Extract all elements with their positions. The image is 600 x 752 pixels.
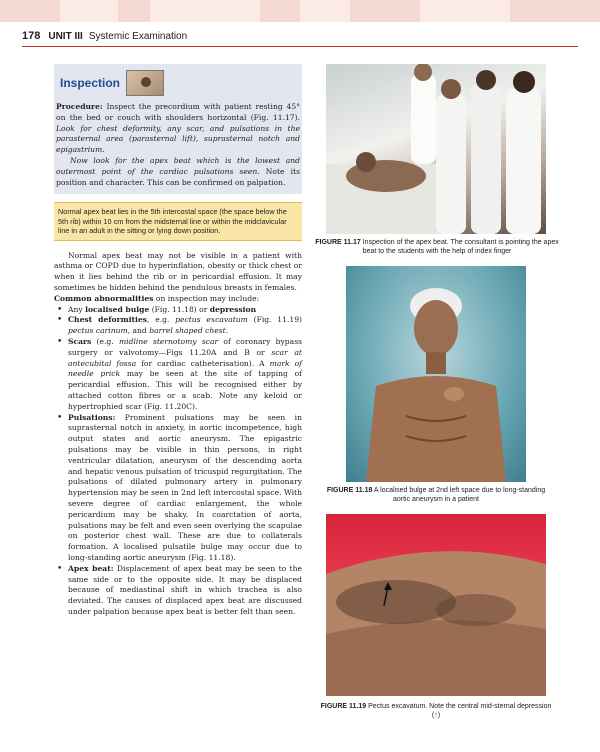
procedure-paragraph xyxy=(56,102,300,156)
figure-11-17-illustration xyxy=(326,64,546,234)
header-rule xyxy=(22,46,578,47)
figure-11-18-label: FIGURE 11.18 xyxy=(326,487,373,494)
bulge-c: (Fig. 11.18) or xyxy=(149,304,210,314)
procedure-label: Procedure: xyxy=(56,102,103,111)
pulsations-c: Prominent pulsations may be seen in suprasternal notch in anxiety, in aortic incompetence, high output states and aortic aneurysm. The epigastric pulsations may be visible in thin persons, in right ventricular dilatation, aneurysm of the descending aorta and hepatic venous pulsation of tricuspid regurgitation. The pulsations of dilated pulmonary artery in pulmonary hypertension may be seen in 2nd left intercostal space. With severe degree of cardiac enlargement, the whole pericardium may be shaky. In coarctation of aorta, pulsations may be felt and even seen overlying the scapulae on posterior chest wall. These are due to collaterals formation. A localised pulsatile bulge may occur due to long-standing aortic aneurysm (Fig. 11.18). xyxy=(68,412,302,562)
scars-e: for cardiac catheterisation). A xyxy=(136,358,270,368)
top-color-band xyxy=(0,0,600,22)
figure-11-19-text: Pectus excavatum. Note the central mid-sternal depression (↑) xyxy=(366,703,552,719)
figure-11-18-text: A localised bulge at 2nd left space due to long-standing aortic aneurysm in a patient xyxy=(372,487,546,503)
apex-c: Displacement of apex beat may be seen to the same side or to the opposite side. It may be displaced because of mediastinal shift in which trachea is also deviated. The causes of displaced apex beat are discussed under palpation because apex beat is better felt than seen. xyxy=(68,563,302,616)
abnormalities-heading-bold: Common abnormalities xyxy=(54,293,154,303)
normal-apex-note: Normal apex beat lies in the 5th intercostal space (the space below the 5th rib) within 10 cm from the midsternal line or within the midclavicular line in an adult in the sitting or lying down position. xyxy=(54,202,302,240)
apex-italic: Now look for the apex beat which is the lowest and outermost point of the cardiac pulsations seen. xyxy=(56,155,300,176)
band-block xyxy=(150,0,260,22)
apex-b: Apex beat: xyxy=(68,563,114,573)
list-item xyxy=(54,337,302,413)
figure-11-19-illustration xyxy=(326,514,546,696)
figure-11-18-photo xyxy=(346,266,526,482)
deform-d: (Fig. 11.19) xyxy=(247,315,302,325)
scars-i1: midline sternotomy scar xyxy=(118,336,219,346)
normal-apex-paragraph: Normal apex beat may not be visible in a patient with asthma or COPD due to hyperinflation, obesity or thick chest or when it lies behind the rib or in pericardial effusion. It may sometimes be hidden behind the pendulous breasts in females. xyxy=(54,250,302,292)
inspection-heading xyxy=(54,68,302,98)
deform-e: , and xyxy=(127,326,150,336)
bulge-b: localised bulge xyxy=(85,304,150,314)
scars-b: Scars xyxy=(68,336,92,346)
band-block xyxy=(300,0,350,22)
section-title: Systemic Examination xyxy=(88,31,188,42)
figure-11-19-label: FIGURE 11.19 xyxy=(320,703,367,710)
apex-paragraph xyxy=(56,156,300,188)
deform-i2: pectus carinum xyxy=(68,326,128,336)
abnormalities-list xyxy=(54,305,302,618)
pulsations-b: Pulsations: xyxy=(68,412,116,422)
figure-11-18-illustration xyxy=(346,266,526,482)
scars-d: of coronary bypass surgery or valvotomy—Figs 11.20A and B or xyxy=(68,336,302,357)
abnormalities-heading-rest: on inspection may include: xyxy=(153,293,260,303)
scars-f: may be seen at the site of tapping of pericardial effusion. This will be recognised either by attached cotton fibres or a scab. Note any keloid or hypertrophied scar (Fig. 11.20C). xyxy=(68,369,302,411)
running-header xyxy=(22,30,578,46)
figure-11-17-caption xyxy=(312,238,562,256)
list-item xyxy=(54,564,302,618)
band-block xyxy=(420,0,510,22)
deform-f: . xyxy=(225,326,229,336)
scars-i2: scar at antecubital fossa xyxy=(68,347,302,368)
deform-c: , e.g. xyxy=(147,315,176,325)
list-item xyxy=(54,305,302,316)
figure-11-19-photo xyxy=(326,514,546,696)
figure-11-17-label: FIGURE 11.17 xyxy=(315,239,361,246)
deform-i3: barrel shaped chest xyxy=(149,326,226,336)
procedure-text: Inspect the precordium with patient resting 45° on the bed or couch with shoulders horizontal (Fig. 11.17). xyxy=(56,102,300,122)
page-number: 178 xyxy=(22,30,41,42)
inspection-title: Inspection xyxy=(60,76,121,90)
inspection-box xyxy=(54,64,302,194)
left-column xyxy=(54,64,302,618)
apex-text: Note its position and character. This can be confirmed on palpation. xyxy=(56,166,300,187)
unit-label: UNIT III xyxy=(48,31,83,42)
figure-11-19-caption xyxy=(318,702,554,720)
bulge-a: Any xyxy=(68,304,86,314)
procedure-italic: Look for chest deformity, any scar, and pulsations in the parasternal area (parasternal lift), suprasternal notch and epigastrium. xyxy=(56,123,300,155)
figure-11-17-text: Inspection of the apex beat. The consultant is pointing the apex beat to the students with the help of index finger xyxy=(360,239,559,255)
eye-icon xyxy=(126,70,164,96)
list-item xyxy=(54,413,302,564)
list-item xyxy=(54,315,302,337)
deform-i1: pectus excavatum xyxy=(175,315,248,325)
figure-11-18-caption xyxy=(318,486,554,504)
abnormalities-heading xyxy=(54,294,302,305)
scars-i3: mark of needle prick xyxy=(68,358,302,379)
band-block xyxy=(60,0,118,22)
figure-11-17-photo xyxy=(326,64,546,234)
deform-b: Chest deformities xyxy=(68,315,148,325)
bulge-d: depression xyxy=(209,304,257,314)
scars-c: (e.g. xyxy=(91,336,119,346)
